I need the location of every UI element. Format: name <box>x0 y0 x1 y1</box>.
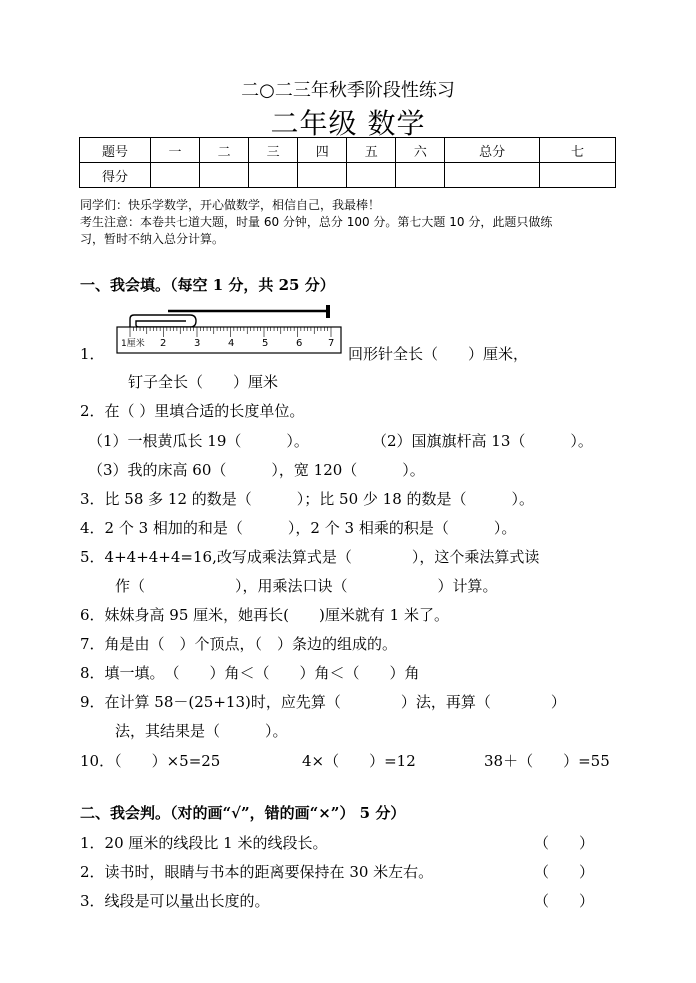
question-10b: 4×（ ）=12 <box>302 752 416 770</box>
question-7: 7．角是由（ ）个顶点，（ ）条边的组成的。 <box>80 635 398 653</box>
score-blank[interactable] <box>445 163 540 188</box>
question-2-1: （1）一根黄瓜长 19（ ）。 <box>88 432 309 450</box>
score-blank[interactable] <box>200 163 249 188</box>
score-cell: 总分 <box>445 138 540 163</box>
judge-answer-box[interactable]: （ ） <box>534 834 595 852</box>
question-10a: 10．（ ）×5=25 <box>80 752 221 770</box>
score-cell: 题号 <box>80 138 151 163</box>
note-line: 同学们：快乐学数学，开心做数学，相信自己，我最棒！ <box>80 198 381 212</box>
question-9-cont: 法，其结果是（ ）。 <box>115 722 288 740</box>
judge-question-2: 2．读书时，眼睛与书本的距离要保持在 30 米左右。 <box>80 863 434 881</box>
judge-question-3: 3．线段是可以量出长度的。 <box>80 892 270 910</box>
score-table-score-row <box>80 163 616 188</box>
note-line: 考生注意：本卷共七道大题，时量 60 分钟，总分 100 分。第七大题 10 分，此题只做练 <box>80 215 553 229</box>
question-3: 3．比 58 多 12 的数是（ ）；比 50 少 18 的数是（ ）。 <box>80 490 535 508</box>
score-cell: 六 <box>396 138 445 163</box>
ruler-label: 4 <box>228 338 235 349</box>
ruler-illustration <box>116 303 346 355</box>
score-cell: 得分 <box>80 163 151 188</box>
page-title: 二年级 数学 <box>270 107 426 140</box>
score-blank[interactable] <box>298 163 347 188</box>
judge-question-1: 1．20 厘米的线段比 1 米的线段长。 <box>80 834 328 852</box>
judge-answer-box[interactable]: （ ） <box>534 892 595 910</box>
ruler-label: 1厘米 <box>121 339 145 349</box>
score-cell: 一 <box>151 138 200 163</box>
score-table-header-row <box>80 138 616 163</box>
question-1-text: 回形针全长（ ）厘米， <box>348 345 529 363</box>
score-cell: 七 <box>540 138 616 163</box>
ruler-label: 3 <box>194 338 201 349</box>
score-cell: 四 <box>298 138 347 163</box>
score-blank[interactable] <box>151 163 200 188</box>
nail-head <box>326 305 330 318</box>
question-9: 9．在计算 58－(25+13)时，应先算（ ）法，再算（ ） <box>80 693 566 711</box>
question-2-2: （2）国旗旗杆高 13（ ）。 <box>372 432 593 450</box>
score-table <box>79 137 616 188</box>
ruler-label: 6 <box>296 338 303 349</box>
question-1-text2: 钉子全长（ ）厘米 <box>128 373 279 391</box>
score-cell: 五 <box>347 138 396 163</box>
score-blank[interactable] <box>347 163 396 188</box>
question-1-number: 1． <box>80 345 105 363</box>
question-5: 5．4+4+4+4=16,改写成乘法算式是（ ），这个乘法算式读 <box>80 548 540 566</box>
judge-answer-box[interactable]: （ ） <box>534 863 595 881</box>
section-1-heading: 一、我会填。（每空 1 分，共 25 分） <box>80 276 335 294</box>
score-cell: 三 <box>249 138 298 163</box>
score-cell: 二 <box>200 138 249 163</box>
question-2: 2．在（ ）里填合适的长度单位。 <box>80 402 305 420</box>
page-subtitle: 二○二三年秋季阶段性练习 <box>241 80 455 101</box>
question-10c: 38＋（ ）=55 <box>484 752 610 770</box>
ruler-label: 5 <box>262 338 269 349</box>
question-4: 4．2 个 3 相加的和是（ ），2 个 3 相乘的积是（ ）。 <box>80 519 517 537</box>
score-blank[interactable] <box>396 163 445 188</box>
question-5-cont: 作（ ），用乘法口诀（ ）计算。 <box>115 577 498 595</box>
section-2-heading: 二、我会判。（对的画“√”，错的画“×”） 5 分） <box>80 804 406 822</box>
score-blank[interactable] <box>540 163 616 188</box>
question-6: 6．妹妹身高 95 厘米，她再长( )厘米就有 1 米了。 <box>80 606 449 624</box>
question-8: 8．填一填。 （ ）角＜（ ）角＜（ ）角 <box>80 664 420 682</box>
question-2-3: （3）我的床高 60（ ），宽 120（ ）。 <box>88 461 425 479</box>
ruler-label: 7 <box>328 338 335 349</box>
note-line: 习，暂时不纳入总分计算。 <box>80 232 225 246</box>
score-blank[interactable] <box>249 163 298 188</box>
ruler-label: 2 <box>160 338 167 349</box>
